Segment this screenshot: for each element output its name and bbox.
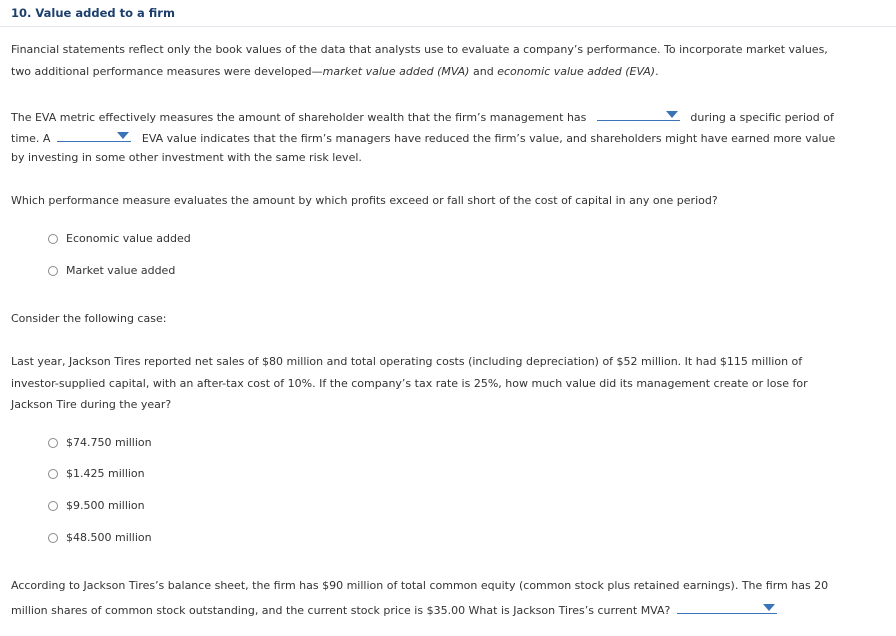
eva-sign-dropdown[interactable] xyxy=(57,129,131,142)
intro-text: two additional performance measures were developed— xyxy=(11,65,323,78)
radio-icon[interactable] xyxy=(48,469,58,479)
intro-and: and xyxy=(469,65,498,78)
radio-icon[interactable] xyxy=(48,234,58,244)
q2-option-4[interactable] xyxy=(48,531,152,544)
intro-line-2 xyxy=(11,65,659,78)
q2-option-label: $1.425 million xyxy=(66,467,145,480)
mva-term: market value added (MVA) xyxy=(322,65,470,78)
q2-option-label: $48.500 million xyxy=(66,531,152,544)
q1-option-label: Market value added xyxy=(66,264,176,277)
eva-line-2 xyxy=(11,129,835,145)
question-title: 10. Value added to a firm xyxy=(11,6,175,20)
mva-line-2 xyxy=(11,601,777,617)
q1-option-mva[interactable] xyxy=(48,264,175,277)
chevron-down-icon xyxy=(666,111,678,118)
eva-term: economic value added (EVA) xyxy=(497,65,656,78)
q2-option-2[interactable] xyxy=(48,467,145,480)
eva-text-1: The EVA metric effectively measures the amount of shareholder wealth that the firm’s management has xyxy=(11,111,587,124)
q2-option-label: $74.750 million xyxy=(66,436,152,449)
radio-icon[interactable] xyxy=(48,533,58,543)
radio-icon[interactable] xyxy=(48,501,58,511)
eva-line-3: by investing in some other investment with the same risk level. xyxy=(11,151,362,164)
eva-line-1 xyxy=(11,108,834,124)
chevron-down-icon xyxy=(117,132,129,139)
mva-answer-dropdown[interactable] xyxy=(677,601,777,614)
title-divider xyxy=(0,26,896,27)
radio-icon[interactable] xyxy=(48,266,58,276)
intro-line-1: Financial statements reflect only the book values of the data that analysts use to evaluate a company’s performance. To incorporate market values, xyxy=(11,43,828,56)
eva-text-2: during a specific period of xyxy=(690,111,834,124)
mva-text: million shares of common stock outstanding, and the current stock price is $35.00 What is Jackson Tires’s current MVA? xyxy=(11,604,671,617)
q1-prompt: Which performance measure evaluates the amount by which profits exceed or fall short of the cost of capital in any one period? xyxy=(11,194,718,207)
case-line-1: Last year, Jackson Tires reported net sales of $80 million and total operating costs (including depreciation) of $52 million. It had $115 million of xyxy=(11,355,803,368)
eva-text-4: EVA value indicates that the firm’s managers have reduced the firm’s value, and shareholders might have earned more value xyxy=(141,132,836,145)
q2-option-label: $9.500 million xyxy=(66,499,145,512)
q1-option-label: Economic value added xyxy=(66,232,191,245)
q1-option-eva[interactable] xyxy=(48,232,191,245)
q2-option-3[interactable] xyxy=(48,499,145,512)
case-line-2: investor-supplied capital, with an after-tax cost of 10%. If the company’s tax rate is 25%, how much value did its management create or lose for xyxy=(11,377,808,390)
case-heading: Consider the following case: xyxy=(11,312,167,325)
case-line-3: Jackson Tire during the year? xyxy=(11,398,172,411)
chevron-down-icon xyxy=(763,604,775,611)
intro-period: . xyxy=(655,65,659,78)
eva-text-3: time. A xyxy=(11,132,51,145)
radio-icon[interactable] xyxy=(48,438,58,448)
mva-line-1: According to Jackson Tires’s balance sheet, the firm has $90 million of total common equity (common stock plus retained earnings). The firm has 20 xyxy=(11,579,829,592)
eva-wealth-dropdown[interactable] xyxy=(597,108,680,121)
q2-option-1[interactable] xyxy=(48,436,152,449)
